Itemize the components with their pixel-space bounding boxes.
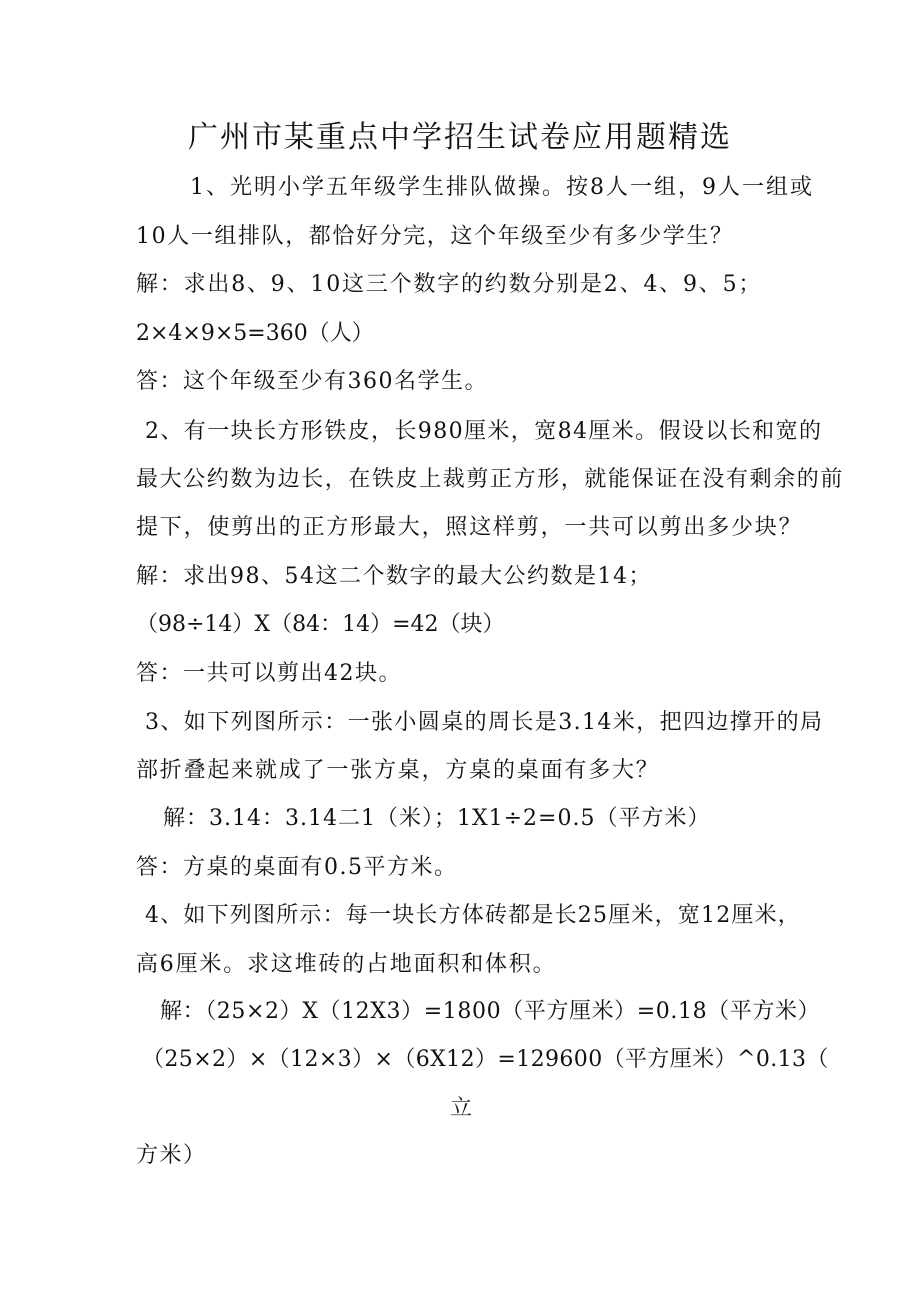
q3-line-1: 3、如下列图所示：一张小圆桌的周长是3.14米，把四边撑开的局 <box>145 710 824 735</box>
q4-line-1: 4、如下列图所示：每一块长方体砖都是长25厘米，宽12厘米， <box>145 903 801 928</box>
q1-equation: 2×4×9×5=360（人） <box>136 321 374 346</box>
q1-solution: 解：求出8、9、10这三个数字的约数分别是2、4、9、5； <box>136 272 763 297</box>
document-title: 广州市某重点中学招生试卷应用题精选 <box>188 120 732 155</box>
q2-line-3: 提下，使剪出的正方形最大，照这样剪，一共可以剪出多少块？ <box>136 515 803 540</box>
q4-solution-2-wrap: 立 <box>450 1096 473 1121</box>
q3-solution: 解：3.14：3.14二1（米）；1X1÷2=0.5（平方米） <box>163 806 711 831</box>
q2-equation: （98÷14）X（84：14）=42（块） <box>136 612 505 637</box>
q4-solution-2: （25×2）×（12×3）×（6X12）=129600（平方厘米）^0.13（ <box>142 1047 829 1072</box>
q2-answer: 答：一共可以剪出42块。 <box>136 661 402 686</box>
q1-line-1: 1、光明小学五年级学生排队做操。按8人一组，9人一组或 <box>190 175 814 200</box>
q3-answer: 答：方桌的桌面有0.5平方米。 <box>136 855 458 880</box>
q4-solution-1: 解：（25×2）X（12X3）=1800（平方厘米）=0.18（平方米） <box>160 999 821 1024</box>
q3-line-2: 部折叠起来就成了一张方桌，方桌的桌面有多大？ <box>136 758 660 783</box>
q2-solution: 解：求出98、54这二个数字的最大公约数是14； <box>136 564 652 589</box>
q4-solution-2-unit: 方米） <box>136 1143 207 1168</box>
q1-answer: 答：这个年级至少有360名学生。 <box>136 369 488 394</box>
q4-line-2: 高6厘米。求这堆砖的占地面积和体积。 <box>136 952 557 977</box>
q2-line-1: 2、有一块长方形铁皮，长980厘米，宽84厘米。假设以长和宽的 <box>145 419 823 444</box>
q1-line-2: 10人一组排队，都恰好分完，这个年级至少有多少学生？ <box>136 224 734 249</box>
q2-line-2: 最大公约数为边长，在铁皮上裁剪正方形，就能保证在没有剩余的前 <box>136 467 845 492</box>
